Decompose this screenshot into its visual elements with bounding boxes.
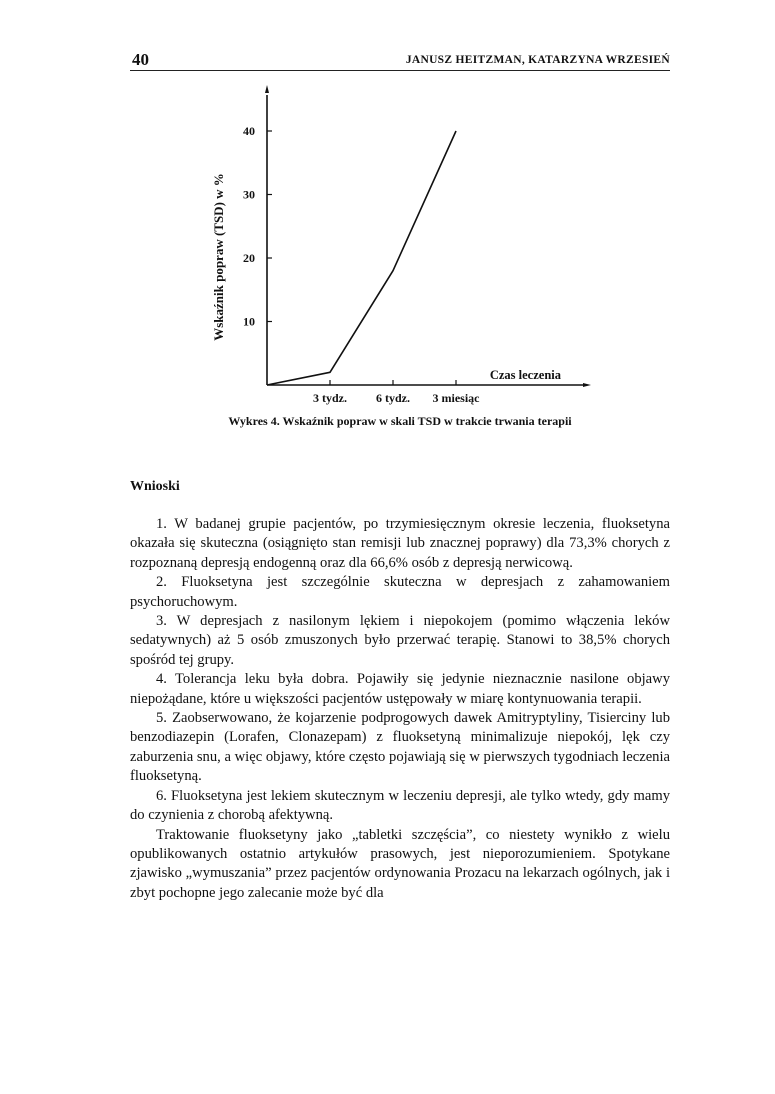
y-tick-label: 10	[243, 314, 255, 329]
x-tick-label: 6 tydz.	[376, 391, 410, 405]
paragraph: 5. Zaobserwowano, że kojarzenie podprogowych dawek Amitryptyliny, Tisierciny lub benzodiazepin (Lorafen, Clonazepam) z fluoksetyną minimalizuje niepokój, lęk czy zaburzenia snu, a więc objawy, które często pojawiają się w pierwszych tygodniach leczenia fluoksetyną.	[130, 710, 670, 785]
section-title: Wnioski	[130, 479, 180, 494]
axes	[265, 85, 591, 387]
y-axis-label: Wskaźnik popraw (TSD) w %	[211, 173, 226, 341]
y-tick-label: 40	[243, 124, 255, 138]
page-header	[130, 50, 670, 72]
x-axis-arrow	[583, 383, 591, 387]
series-line	[267, 131, 456, 385]
x-tick-label: 3 miesiąc	[432, 391, 480, 405]
figure-caption: Wykres 4. Wskaźnik popraw w skali TSD w trakcie trwania terapii	[228, 414, 572, 428]
x-tick-label: 3 tydz.	[313, 391, 347, 405]
y-tick-label: 20	[243, 251, 255, 265]
paragraph: 4. Tolerancja leku była dobra. Pojawiły się jedynie nieznacznie nasilone objawy niepożądane, które u większości pacjentów ustępowały w miarę kontynuowania terapii.	[130, 671, 670, 707]
body-text	[130, 515, 670, 903]
y-tick-label: 30	[243, 187, 255, 202]
paragraph: 3. W depresjach z nasilonym lękiem i niepokojem (pomimo włączenia leków sedatywnych) aż 5 osób zmuszonych było przerwać terapię. Stanowi to 38,5% chorych spośród tej grupy.	[130, 613, 670, 668]
x-axis-label: Czas leczenia	[489, 368, 561, 382]
series	[267, 131, 456, 385]
y-axis-arrow	[265, 85, 269, 93]
ticks	[243, 124, 480, 405]
chart	[195, 85, 615, 405]
paragraph: 2. Fluoksetyna jest szczególnie skuteczna w depresjach z zahamowaniem psychoruchowym.	[130, 574, 670, 610]
paragraph: 1. W badanej grupie pacjentów, po trzymiesięcznym okresie leczenia, fluoksetyna okazała się skuteczna (osiągnięto stan remisji lub znacznej poprawy) dla 73,3% chorych z rozpoznaną depresją endogenną oraz dla 66,6% osób z depresją nerwicową.	[130, 516, 670, 571]
page-number: 40	[132, 50, 149, 69]
paragraph: 6. Fluoksetyna jest lekiem skutecznym w leczeniu depresji, ale tylko wtedy, gdy mamy do czynienia z chorobą afektywną.	[130, 787, 670, 824]
paragraph: Traktowanie fluoksetyny jako „tabletki szczęścia”, co niestety wynikło z wielu opublikowanych ostatnio artykułów prasowych, jest nieporozumieniem. Spotykane zjawisko „wymuszania” przez pacjentów ordynowania Prozacu na lekarzach ogólnych, jak i zbyt pochopne jego zalecanie może być dla	[130, 826, 670, 901]
running-head: JANUSZ HEITZMAN, KATARZYNA WRZESIEŃ	[405, 54, 670, 66]
header-rule	[130, 70, 670, 71]
